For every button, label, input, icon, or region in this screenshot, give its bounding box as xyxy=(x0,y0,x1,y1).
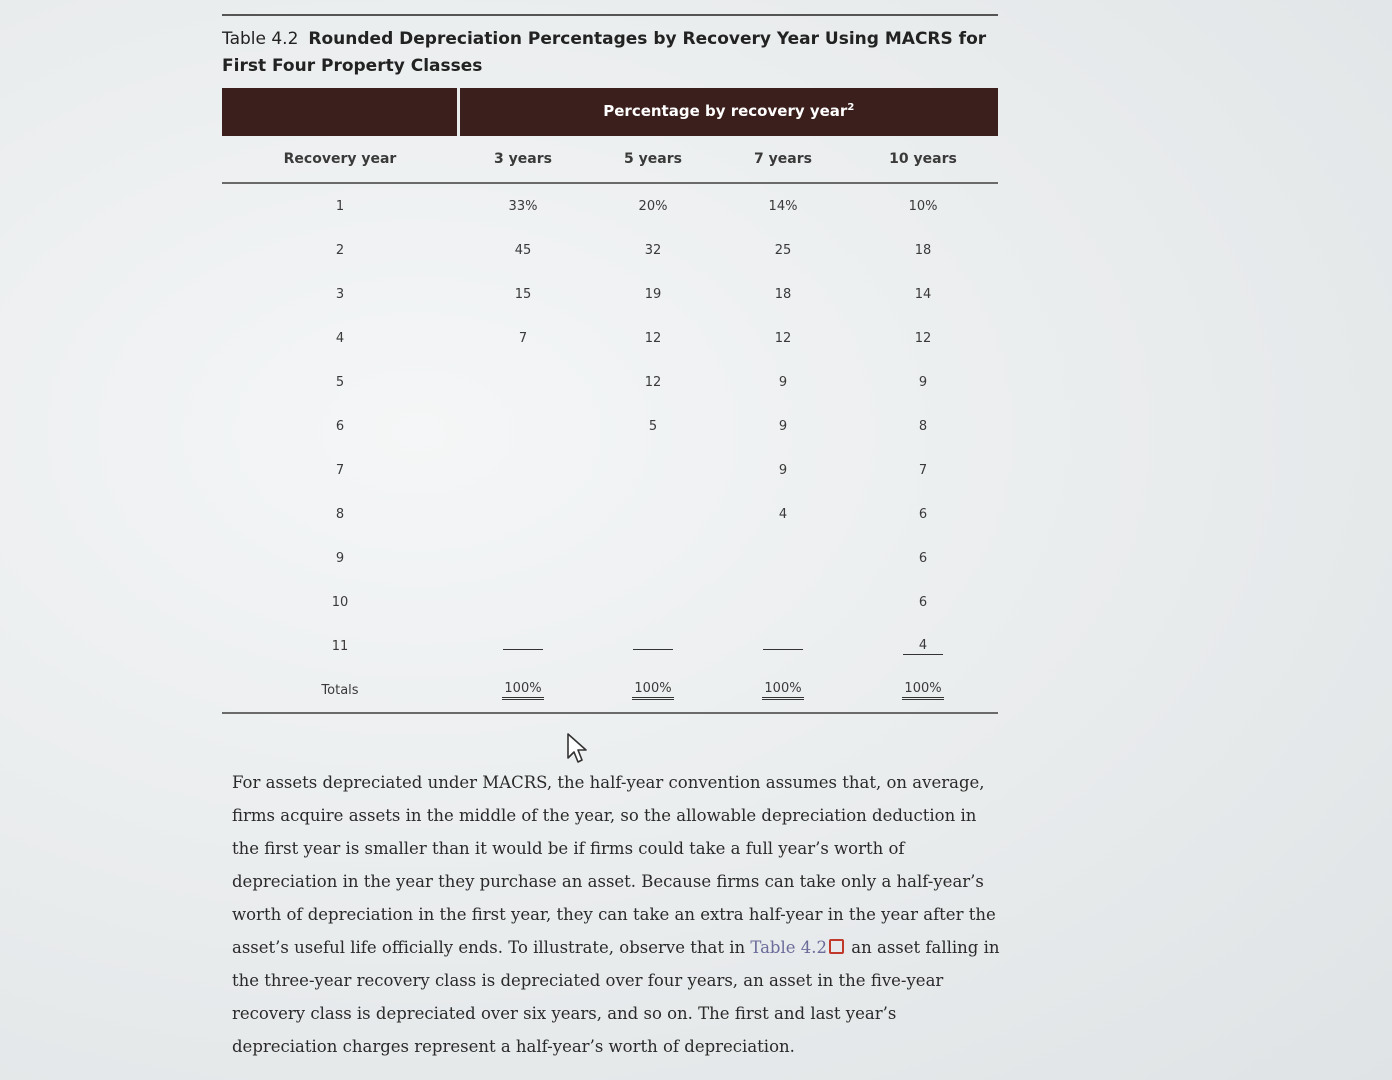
table-cell: 9 xyxy=(778,418,788,434)
total-10-years: 100% xyxy=(902,681,943,700)
table-cell: 8 xyxy=(335,506,345,522)
table-cell: 6 xyxy=(918,594,928,610)
table-popup-icon[interactable] xyxy=(829,939,844,954)
table-cell xyxy=(458,404,588,448)
header-band-blank xyxy=(222,88,458,135)
table-cell xyxy=(718,624,848,668)
table-cell: 20% xyxy=(638,198,668,214)
table-cell: 1 xyxy=(335,198,345,214)
table-cell: 9 xyxy=(778,374,788,390)
table-cell xyxy=(458,448,588,492)
totals-cell xyxy=(588,668,718,713)
table-cell: 7 xyxy=(518,330,528,346)
total-7-years: 100% xyxy=(762,681,803,700)
totals-cell xyxy=(848,668,998,713)
table-cell: 19 xyxy=(644,286,662,302)
table-cell: 18 xyxy=(774,286,792,302)
table-row xyxy=(222,404,998,448)
col-header-3-years: 3 years xyxy=(458,135,588,183)
table-cell: 12 xyxy=(644,374,662,390)
table-cell: 7 xyxy=(335,462,345,478)
table-cell: 5 xyxy=(648,418,658,434)
subtotal-rule xyxy=(503,649,543,650)
totals-cell xyxy=(718,668,848,713)
table-cell: 3 xyxy=(335,286,345,302)
table-cell: 12 xyxy=(914,330,932,346)
table-cell: 15 xyxy=(514,286,532,302)
subtotal-rule: 4 xyxy=(903,638,943,655)
col-header-10-years: 10 years xyxy=(848,135,998,183)
document-page xyxy=(222,14,998,714)
table-cell xyxy=(588,536,718,580)
table-cell: 4 xyxy=(335,330,345,346)
table-cell xyxy=(458,492,588,536)
table-cell: 5 xyxy=(335,374,345,390)
table-cell xyxy=(588,492,718,536)
totals-label: Totals xyxy=(222,668,458,713)
table-cell: 6 xyxy=(335,418,345,434)
paragraph-text-after: an asset falling in the three-year recovery class is depreciated over four years, an asset in the five-year recovery class is depreciated over six years, and so on. The first and last year’s depreciation charges represent a half-year’s worth of depreciation. xyxy=(232,938,1000,1056)
table-cell: 6 xyxy=(918,550,928,566)
table-cell: 14% xyxy=(768,198,798,214)
table-row xyxy=(222,624,998,668)
table-cell: 32 xyxy=(644,242,662,258)
totals-row xyxy=(222,668,998,713)
table-row xyxy=(222,228,998,272)
table-cell: 11 xyxy=(331,638,349,654)
table-row xyxy=(222,272,998,316)
table-cell xyxy=(588,448,718,492)
table-cell xyxy=(718,536,848,580)
table-row xyxy=(222,360,998,404)
table-cell: 14 xyxy=(914,286,932,302)
table-cell: 2 xyxy=(335,242,345,258)
subtotal-rule xyxy=(633,649,673,650)
table-cell: 25 xyxy=(774,242,792,258)
table-cell xyxy=(458,360,588,404)
table-cell: 12 xyxy=(644,330,662,346)
table-4-2-link[interactable]: Table 4.2 xyxy=(750,938,828,957)
subtotal-rule xyxy=(763,649,803,650)
table-cell: 10% xyxy=(908,198,938,214)
table-cell: 18 xyxy=(914,242,932,258)
table-row xyxy=(222,580,998,624)
table-cell: 33% xyxy=(508,198,538,214)
table-cell: 6 xyxy=(918,506,928,522)
col-header-7-years: 7 years xyxy=(718,135,848,183)
table-cell xyxy=(718,580,848,624)
total-3-years: 100% xyxy=(502,681,543,700)
table-row xyxy=(222,183,998,228)
body-paragraph xyxy=(232,766,1002,1063)
table-cell xyxy=(458,536,588,580)
table-row xyxy=(222,492,998,536)
macrs-table xyxy=(222,88,998,714)
table-cell: 4 xyxy=(778,506,788,522)
header-band-title xyxy=(458,88,998,135)
totals-cell xyxy=(458,668,588,713)
table-row xyxy=(222,316,998,360)
paragraph-text-before: For assets depreciated under MACRS, the half-year convention assumes that, on average, firms acquire assets in the middle of the year, so the allowable depreciation deduction in the first year is smaller than it would be if firms could take a full year’s worth of depreciation in the year they purchase an asset. Because firms can take only a half-year’s worth of depreciation in the first year, they can take an extra half-year in the year after the asset’s useful life officially ends. To illustrate, observe that in xyxy=(232,773,996,957)
column-headers xyxy=(222,135,998,183)
table-cell: 9 xyxy=(778,462,788,478)
table-cell: 8 xyxy=(918,418,928,434)
total-5-years: 100% xyxy=(632,681,673,700)
table-cell: 10 xyxy=(331,594,349,610)
table-cell: 7 xyxy=(918,462,928,478)
band-footnote: 2 xyxy=(847,102,855,113)
band-header-text: Percentage by recovery year xyxy=(603,102,848,120)
table-cell xyxy=(588,580,718,624)
col-header-5-years: 5 years xyxy=(588,135,718,183)
table-cell xyxy=(458,624,588,668)
header-band xyxy=(222,88,998,135)
mouse-pointer-icon xyxy=(566,732,588,764)
table-cell: 12 xyxy=(774,330,792,346)
table-cell: 9 xyxy=(918,374,928,390)
table-caption-number: Table 4.2 xyxy=(222,29,299,49)
table-cell xyxy=(458,580,588,624)
col-header-recovery-year: Recovery year xyxy=(222,135,458,183)
table-cell: 9 xyxy=(335,550,345,566)
table-cell xyxy=(848,624,998,668)
table-row xyxy=(222,448,998,492)
table-cell xyxy=(588,624,718,668)
table-row xyxy=(222,536,998,580)
table-caption xyxy=(222,26,998,80)
table-caption-title: Rounded Depreciation Percentages by Recovery Year Using MACRS for First Four Property Classes xyxy=(222,29,987,76)
top-rule xyxy=(222,14,998,16)
table-cell: 45 xyxy=(514,242,532,258)
